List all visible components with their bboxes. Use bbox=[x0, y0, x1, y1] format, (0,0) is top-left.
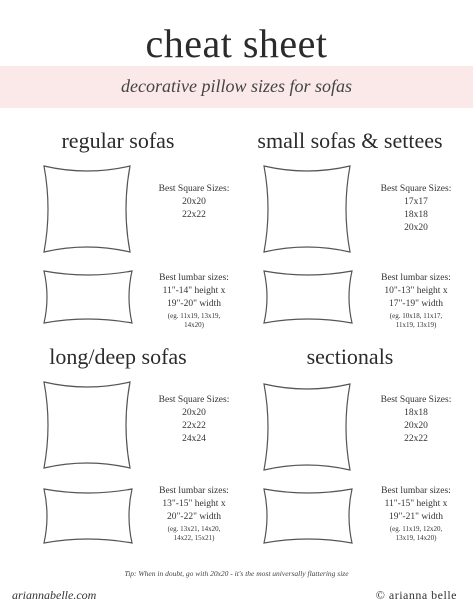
lumbar-sizes-sectionals bbox=[368, 485, 464, 543]
lumbar-sizes-long-deep bbox=[146, 485, 242, 543]
size-example-line: (eg. 11x19, 12x20, bbox=[389, 525, 443, 533]
size-value: 24x24 bbox=[182, 434, 206, 444]
size-value: 18x18 bbox=[404, 408, 428, 418]
size-example-line: (eg. 13x21, 14x20, bbox=[167, 525, 221, 533]
size-range: 11"-15" height x bbox=[384, 499, 448, 509]
size-value: 20x20 bbox=[182, 197, 206, 207]
square-sizes-sectionals bbox=[370, 394, 462, 446]
size-value: 22x22 bbox=[182, 210, 206, 220]
size-example-line: 14x22, 15x21) bbox=[173, 534, 215, 542]
footer-website[interactable]: ariannabelle.com bbox=[12, 588, 97, 602]
size-example-line: 11x19, 13x19) bbox=[395, 321, 437, 329]
square-sizes-heading: Best Square Sizes: bbox=[380, 395, 452, 405]
size-example-line: (eg. 10x18, 11x17, bbox=[389, 312, 443, 320]
size-value: 17x17 bbox=[404, 197, 428, 207]
size-range: 20"-22" width bbox=[167, 512, 221, 522]
lumbar-pillow-icon bbox=[36, 484, 140, 548]
size-examples bbox=[146, 525, 242, 543]
section-title-sectionals: sectionals bbox=[306, 344, 394, 369]
size-examples bbox=[146, 312, 242, 330]
square-sizes-heading: Best Square Sizes: bbox=[158, 184, 230, 194]
tip-text: Tip: When in doubt, go with 20x20 - it's the most universally flattering size bbox=[124, 569, 349, 578]
square-sizes-heading: Best Square Sizes: bbox=[380, 184, 452, 194]
size-range: 19"-20" width bbox=[167, 299, 221, 309]
lumbar-sizes-heading: Best lumbar sizes: bbox=[381, 273, 451, 283]
size-range: 17"-19" width bbox=[389, 299, 443, 309]
footer-copyright: © arianna belle bbox=[375, 588, 457, 602]
size-range: 11"-14" height x bbox=[162, 286, 226, 296]
square-sizes-small bbox=[370, 183, 462, 235]
square-pillow-icon bbox=[256, 378, 358, 476]
page-title: cheat sheet bbox=[145, 21, 328, 66]
square-sizes-regular bbox=[148, 183, 240, 222]
footer bbox=[0, 588, 473, 608]
size-examples bbox=[368, 312, 464, 330]
lumbar-pillow-icon bbox=[256, 484, 360, 548]
lumbar-sizes-heading: Best lumbar sizes: bbox=[159, 273, 229, 283]
lumbar-sizes-heading: Best lumbar sizes: bbox=[159, 486, 229, 496]
square-pillow-icon bbox=[36, 160, 138, 258]
lumbar-sizes-regular bbox=[146, 272, 242, 330]
size-value: 20x20 bbox=[404, 223, 428, 233]
lumbar-pillow-icon bbox=[36, 266, 140, 328]
lumbar-sizes-small bbox=[368, 272, 464, 330]
section-title-small-sofas: small sofas & settees bbox=[257, 128, 443, 153]
size-example-line: 14x20) bbox=[184, 321, 204, 329]
lumbar-sizes-heading: Best lumbar sizes: bbox=[381, 486, 451, 496]
section-title-regular-sofas: regular sofas bbox=[61, 128, 175, 153]
size-range: 19"-21" width bbox=[389, 512, 443, 522]
size-range: 13"-15" height x bbox=[162, 499, 226, 509]
size-example-line: 13x19, 14x20) bbox=[395, 534, 437, 542]
size-value: 18x18 bbox=[404, 210, 428, 220]
size-example-line: (eg. 11x19, 13x19, bbox=[167, 312, 221, 320]
square-sizes-heading: Best Square Sizes: bbox=[158, 395, 230, 405]
square-pillow-icon bbox=[256, 160, 358, 258]
size-value: 22x22 bbox=[182, 421, 206, 431]
size-range: 10"-13" height x bbox=[384, 286, 448, 296]
size-value: 22x22 bbox=[404, 434, 428, 444]
square-sizes-long-deep bbox=[148, 394, 240, 446]
section-title-long-deep-sofas: long/deep sofas bbox=[49, 344, 187, 369]
size-examples bbox=[368, 525, 464, 543]
size-value: 20x20 bbox=[182, 408, 206, 418]
lumbar-pillow-icon bbox=[256, 266, 360, 328]
size-value: 20x20 bbox=[404, 421, 428, 431]
square-pillow-icon bbox=[36, 376, 138, 474]
page-subtitle: decorative pillow sizes for sofas bbox=[121, 76, 352, 96]
